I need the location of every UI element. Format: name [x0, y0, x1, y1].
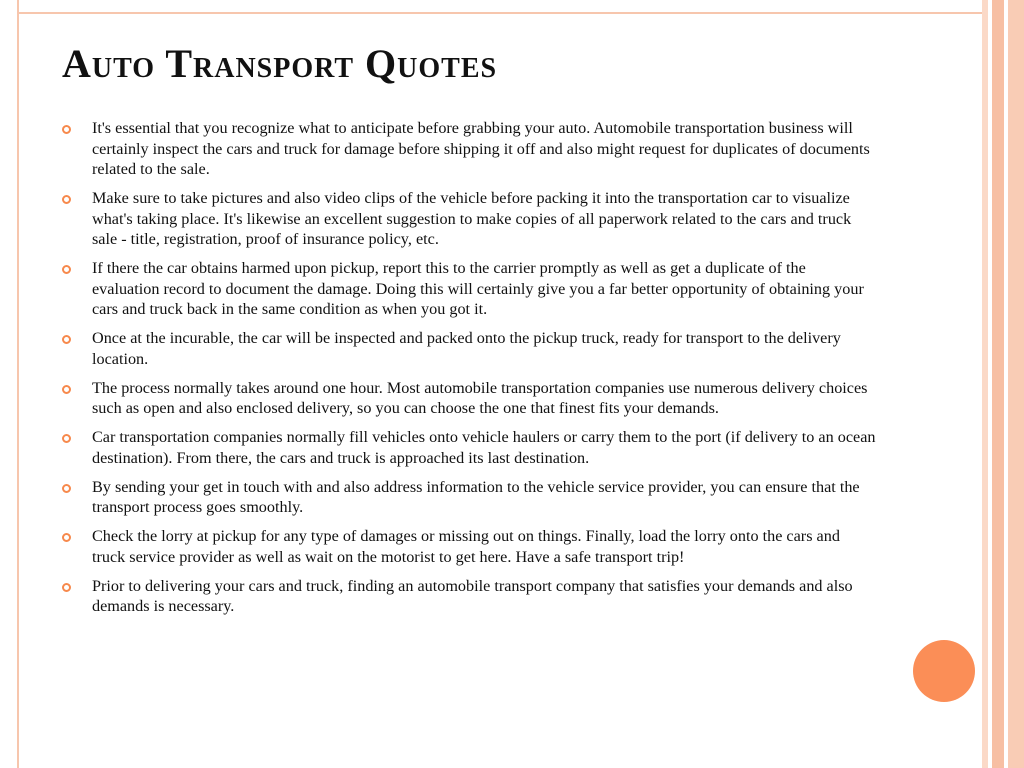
bullet-item: [62, 526, 877, 567]
slide-title: Auto Transport Quotes: [62, 41, 498, 86]
bullet-item: [62, 328, 877, 369]
hollow-circle-bullet-icon: [62, 484, 71, 493]
bullet-item: [62, 576, 877, 617]
bullet-text: It's essential that you recognize what to anticipate before grabbing your auto. Automobile transportation business will certainly inspect the cars and truck for damage before shipping it off and also might request for duplicates of documents related to the sale.: [92, 119, 870, 178]
frame-left-line: [17, 0, 19, 768]
bullet-text: Car transportation companies normally fill vehicles onto vehicle haulers or carry them to the port (if delivery to an ocean destination). From there, the cars and truck is approached its last destination.: [92, 428, 876, 467]
bullet-item: [62, 188, 877, 250]
hollow-circle-bullet-icon: [62, 125, 71, 134]
frame-top-line: [17, 12, 982, 14]
bullet-item: [62, 118, 877, 180]
bullet-item: [62, 477, 877, 518]
bullet-text: Prior to delivering your cars and truck, finding an automobile transport company that satisfies your demands and also demands is necessary.: [92, 576, 853, 615]
bullet-text: The process normally takes around one hour. Most automobile transportation companies use numerous delivery choices such as open and also enclosed delivery, so you can choose the one that finest fits your demands.: [92, 378, 868, 417]
bullet-text: Check the lorry at pickup for any type of damages or missing out on things. Finally, load the lorry onto the cars and truck service provider as well as wait on the motorist to get here. Have a safe transport trip!: [92, 527, 840, 566]
right-stripe-3: [992, 0, 1004, 768]
bullet-text: Make sure to take pictures and also video clips of the vehicle before packing it into the transportation car to visualize what's taking place. It's likewise an excellent suggestion to make copies of all paperwork related to the cars and truck sale - title, registration, proof of insurance policy, etc.: [92, 189, 852, 248]
bullet-item: [62, 378, 877, 419]
hollow-circle-bullet-icon: [62, 385, 71, 394]
bullet-item: [62, 258, 877, 320]
right-stripe-5: [1008, 0, 1024, 768]
hollow-circle-bullet-icon: [62, 434, 71, 443]
bullet-item: [62, 427, 877, 468]
orange-circle-decoration: [913, 640, 975, 702]
hollow-circle-bullet-icon: [62, 583, 71, 592]
bullet-list: [62, 118, 877, 625]
bullet-text: If there the car obtains harmed upon pickup, report this to the carrier promptly as well as get a duplicate of the evaluation record to document the damage. Doing this will certainly give you a far better opportunity of obtaining your cars and truck back in the same condition as when you got it.: [92, 259, 864, 318]
bullet-text: Once at the incurable, the car will be inspected and packed onto the pickup truck, ready for transport to the delivery location.: [92, 329, 841, 368]
hollow-circle-bullet-icon: [62, 335, 71, 344]
hollow-circle-bullet-icon: [62, 533, 71, 542]
hollow-circle-bullet-icon: [62, 195, 71, 204]
hollow-circle-bullet-icon: [62, 265, 71, 274]
bullet-text: By sending your get in touch with and also address information to the vehicle service provider, you can ensure that the transport process goes smoothly.: [92, 477, 860, 516]
